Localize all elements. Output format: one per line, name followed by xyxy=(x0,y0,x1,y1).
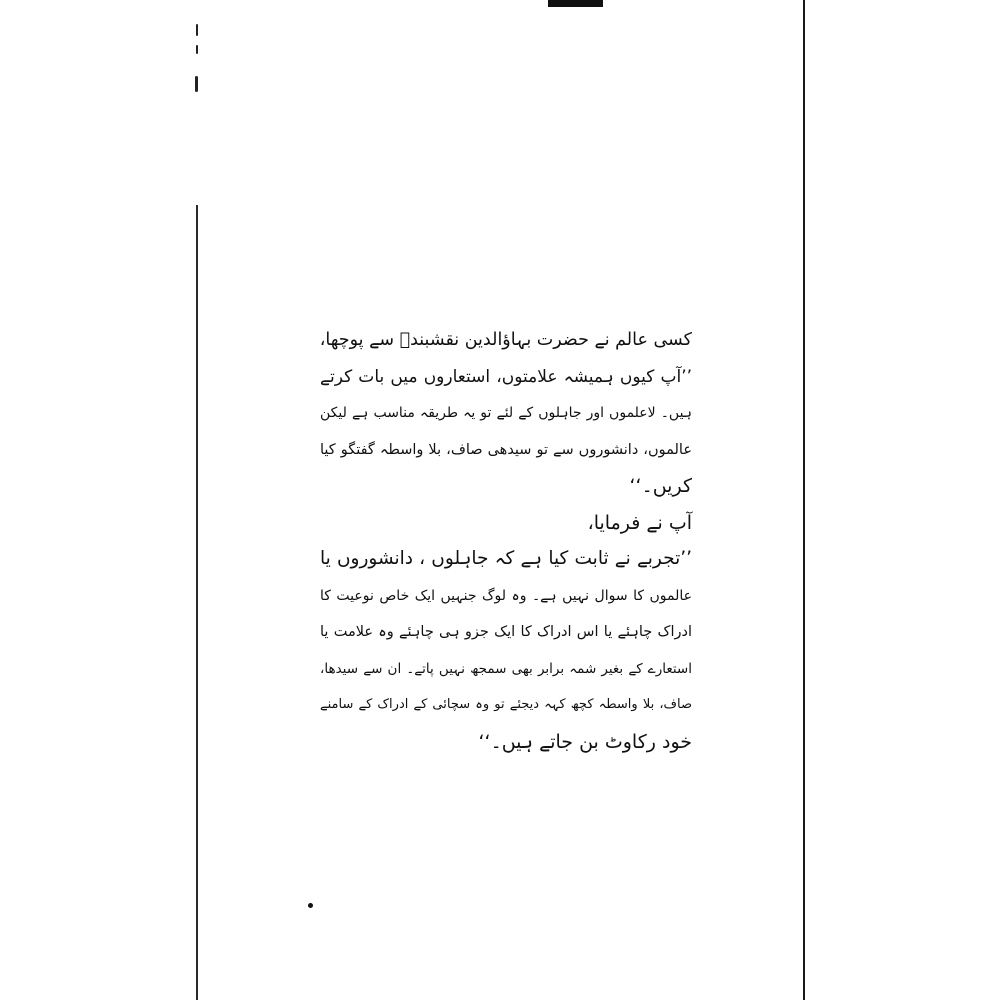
page-left-edge xyxy=(196,205,198,1000)
text-line: ’’آپ کیوں ہمیشہ علامتوں، استعاروں میں بات کرتے xyxy=(320,366,692,387)
page-right-edge xyxy=(803,0,805,1000)
page-top-edge xyxy=(548,0,603,7)
text-line: عالموں، دانشوروں سے تو سیدھی صاف، بلا واسطہ گفتگو کیا xyxy=(320,441,692,458)
margin-mark xyxy=(196,45,198,54)
text-line: عالموں کا سوال نہیں ہے۔ وہ لوگ جنہیں ایک خاص نوعیت کا xyxy=(320,587,692,604)
text-line: کریں۔‘‘ xyxy=(629,475,692,497)
text-line: استعارے کے بغیر شمہ برابر بھی سمجھ نہیں پاتے۔ ان سے سیدھا، xyxy=(320,660,692,677)
page-dot xyxy=(308,903,313,908)
margin-mark xyxy=(195,76,198,92)
text-line: ’’تجربے نے ثابت کیا ہے کہ جاہلوں ، دانشوروں یا xyxy=(320,548,692,569)
text-line: خود رکاوٹ بن جاتے ہیں۔‘‘ xyxy=(478,730,692,753)
text-line: ہیں۔ لاعلموں اور جاہلوں کے لئے تو یہ طریقہ مناسب ہے لیکن xyxy=(320,405,692,421)
text-line: ادراک چاہئے یا اس ادراک کا ایک جزو ہی چاہئے وہ علامت یا xyxy=(320,624,692,640)
text-line: صاف، بلا واسطہ کچھ کہہ دیجئے تو وہ سچائی کے ادراک کے سامنے xyxy=(320,697,692,712)
body-text xyxy=(320,322,692,760)
text-line: آپ نے فرمایا، xyxy=(587,511,692,534)
text-line: کسی عالم نے حضرت بہاؤالدین نقشبندؒ سے پوچھا، xyxy=(319,330,692,350)
margin-mark xyxy=(196,24,198,36)
